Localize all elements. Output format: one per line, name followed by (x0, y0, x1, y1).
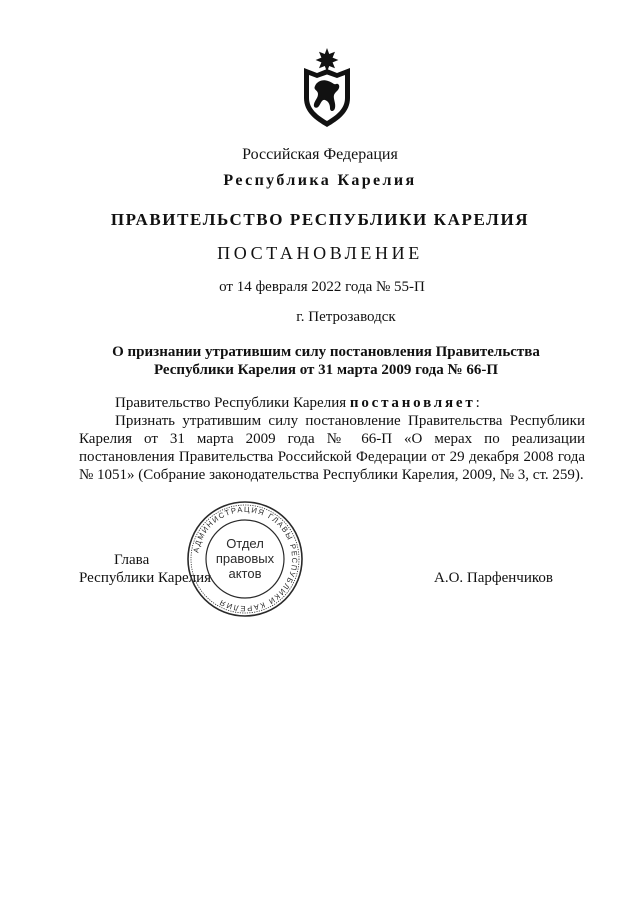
document-subject (6, 343, 640, 379)
stamp-line-1: Отдел (226, 536, 264, 551)
preamble-end: : (475, 395, 480, 411)
signatory-title-line-1: Глава (114, 552, 150, 568)
karelia-coat-of-arms-icon (301, 48, 353, 128)
signatory-name: А.О. Парфенчиков (434, 570, 553, 586)
stamp-ring-text: АДМИНИСТРАЦИЯ ГЛАВЫ РЕСПУБЛИКИ КАРЕЛИЯ (191, 504, 300, 614)
stamp-line-3: актов (228, 566, 262, 581)
republic-name: Республика Карелия (223, 172, 417, 189)
document-city: г. Петрозаводск (296, 309, 396, 325)
subject-line-1: О признании утратившим силу постановления Правительства (112, 344, 540, 360)
issuer-name: ПРАВИТЕЛЬСТВО РЕСПУБЛИКИ КАРЕЛИЯ (110, 210, 530, 229)
preamble (79, 394, 585, 412)
resolution-paragraph: Признать утратившим силу постановление Правительства Республики Карелия от 31 марта 2009 года № 66-П «О мерах по реализации постановления Правительства Российской Федерации от 29 декабря 2008 года № 1051» (Собрание законодательства Республики Карелия, 2009, № 3, ст. 259). (79, 413, 585, 483)
signatory-title-line-2: Республики Карелия (79, 570, 212, 586)
document-date-number: от 14 февраля 2022 года № 55-П (219, 279, 425, 295)
preamble-verb: постановляет (349, 395, 476, 411)
country-name: Российская Федерация (242, 146, 398, 163)
document-type: ПОСТАНОВЛЕНИЕ (217, 243, 423, 263)
official-stamp (186, 500, 304, 618)
stamp-line-2: правовых (215, 551, 275, 566)
preamble-subject: Правительство Республики Карелия (115, 395, 350, 411)
subject-line-2: Республики Карелия от 31 марта 2009 года № 66-П (153, 362, 499, 378)
